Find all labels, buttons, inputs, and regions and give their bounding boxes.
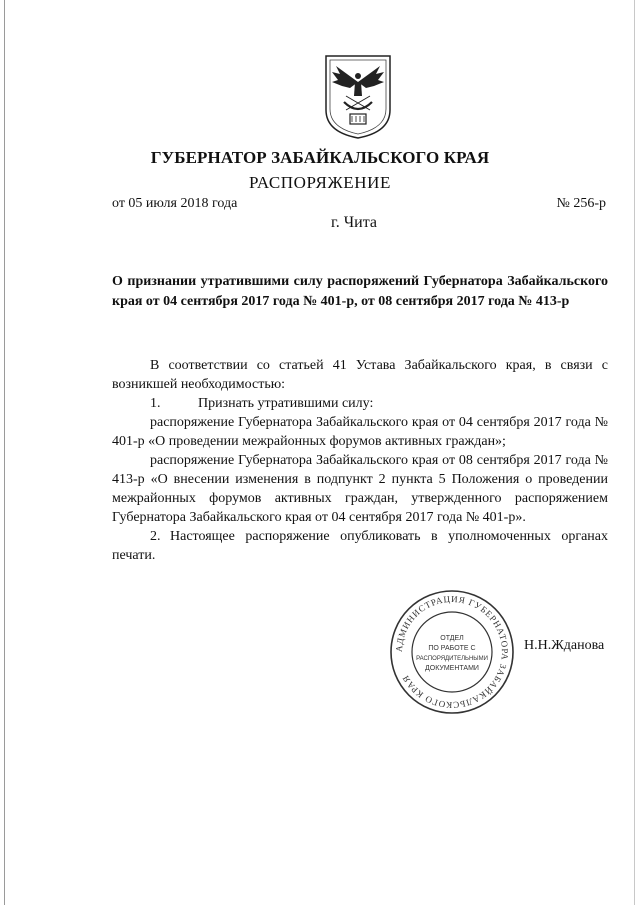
stamp-line-3: РАСПОРЯДИТЕЛЬНЫМИ: [416, 656, 488, 662]
document-city: г. Чита: [330, 214, 377, 231]
document-subject: О признании утратившими силу распоряжений Губернатора Забайкальского края от 04 сентября 2017 года № 401-р, от 08 сентября 2017 года № 413-р: [112, 274, 608, 309]
scan-edge-left: [4, 0, 5, 905]
item-1-number: 1.: [150, 396, 161, 411]
sub-item-b: распоряжение Губернатора Забайкальского края от 08 сентября 2017 года № 413-р «О внесении изменения в подпункт 2 пункта 5 Положения о проведении межрайонных форумов активных граждан, утвержденного распоряжением Губернатора Забайкальского края от 04 сентября 2017 года № 401-р».: [112, 453, 608, 525]
signature-name: Н.Н.Жданова: [524, 638, 605, 653]
item-2: [112, 527, 608, 565]
emblem-icon: [322, 52, 394, 140]
stamp-line-4: ДОКУМЕНТАМИ: [425, 665, 479, 672]
item-1-text: Признать утратившими силу:: [198, 396, 374, 411]
document-number: № 256-р: [556, 196, 606, 211]
official-stamp: [388, 588, 516, 716]
stamp-line-2: ПО РАБОТЕ С: [428, 645, 476, 652]
stamp-line-1: ОТДЕЛ: [440, 635, 464, 642]
item-2-text: Настоящее распоряжение опубликовать в уполномоченных органах печати.: [112, 529, 608, 563]
stamp-ring-text: АДМИНИСТРАЦИЯ ГУБЕРНАТОРА ЗАБАЙКАЛЬСКОГО КРАЯ: [393, 593, 511, 711]
authority-title: ГУБЕРНАТОР ЗАБАЙКАЛЬСКОГО КРАЯ: [150, 148, 490, 167]
document-body: [112, 356, 608, 565]
document-type: РАСПОРЯЖЕНИЕ: [248, 173, 392, 192]
intro-paragraph: В соответствии со статьей 41 Устава Забайкальского края, в связи с возникшей необходимостью:: [112, 358, 608, 392]
item-2-number: 2.: [150, 529, 161, 544]
document-date: от 05 июля 2018 года: [112, 196, 238, 211]
sub-item-a: распоряжение Губернатора Забайкальского края от 04 сентября 2017 года № 401-р «О проведении межрайонных форумов активных граждан»;: [112, 415, 608, 449]
item-1: [112, 394, 608, 413]
scan-edge-right: [634, 0, 635, 905]
